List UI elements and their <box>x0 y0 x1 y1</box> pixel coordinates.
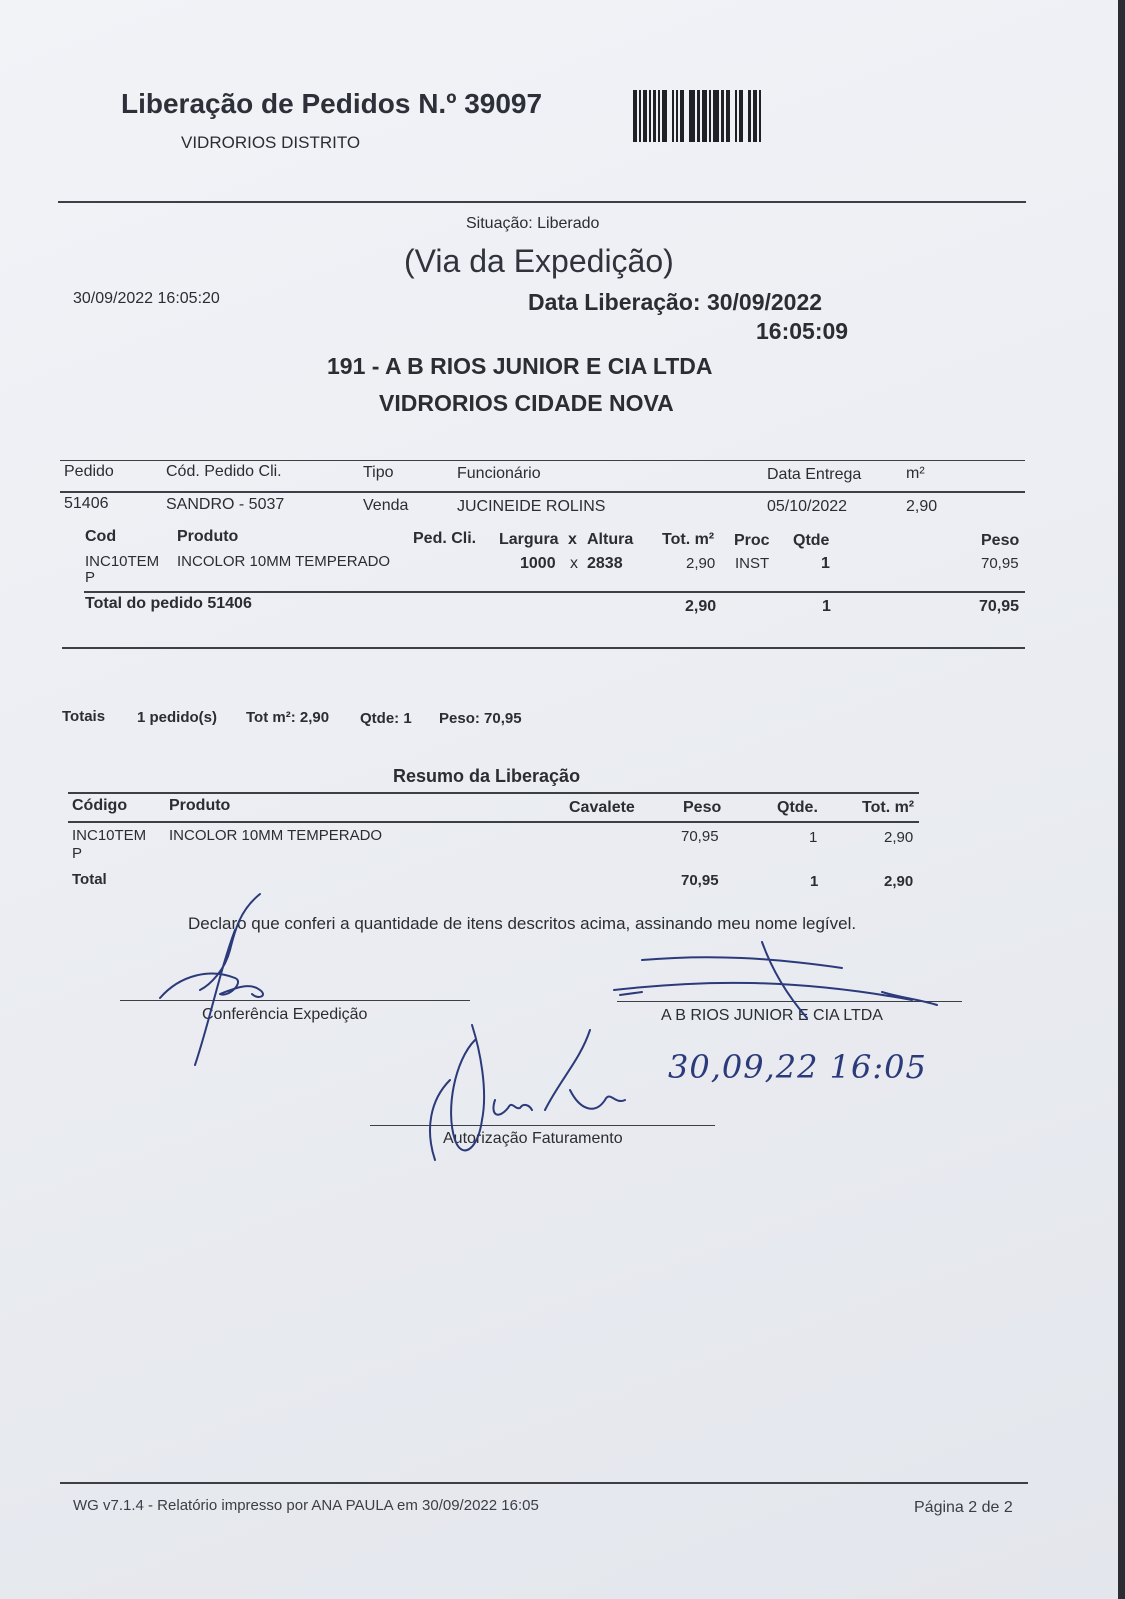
resumo-tot-m2: 2,90 <box>884 829 914 846</box>
resumo-header-cavalete: Cavalete <box>569 799 635 816</box>
table-top-rule <box>60 460 1025 461</box>
cell-m2: 2,90 <box>906 498 938 515</box>
autorizacao-label: Autorização Faturamento <box>443 1130 623 1147</box>
item-x: x <box>570 555 578 572</box>
barcode <box>633 90 803 142</box>
item-peso: 70,95 <box>981 555 1019 572</box>
col-header-m2: m² <box>906 465 925 482</box>
printed-timestamp: 30/09/2022 16:05:20 <box>73 290 220 307</box>
cliente-name: 191 - A B RIOS JUNIOR E CIA LTDA <box>327 353 713 379</box>
total-pedido-qtde: 1 <box>822 598 831 615</box>
company-name: VIDRORIOS DISTRITO <box>181 133 361 152</box>
footer-pagina: Página 2 de 2 <box>914 1499 1013 1516</box>
declaracao-text: Declaro que conferi a quantidade de itens descritos acima, assinando meu nome legível. <box>188 914 857 933</box>
cell-pedido: 51406 <box>64 495 109 512</box>
resumo-header-peso: Peso <box>683 799 722 816</box>
resumo-total-qtde: 1 <box>810 873 819 890</box>
situacao-label: Situação: Liberado <box>466 215 600 232</box>
item-header-proc: Proc <box>734 532 770 549</box>
cell-cod-pedido-cli: SANDRO - 5037 <box>166 496 285 513</box>
totais-qtde: Qtde: 1 <box>360 710 412 727</box>
resumo-header-produto: Produto <box>169 797 231 814</box>
item-header-ped-cli: Ped. Cli. <box>413 530 477 547</box>
item-header-x: x <box>568 531 577 548</box>
resumo-qtde: 1 <box>809 829 818 846</box>
resumo-produto: INCOLOR 10MM TEMPERADO <box>169 827 383 844</box>
item-produto: INCOLOR 10MM TEMPERADO <box>177 553 391 570</box>
item-header-produto: Produto <box>177 528 239 545</box>
resumo-header-qtde: Qtde. <box>777 799 818 816</box>
conferencia-label: Conferência Expedição <box>202 1006 368 1023</box>
item-header-tot-m2: Tot. m² <box>662 531 715 548</box>
via-label: (Via da Expedição) <box>404 243 674 279</box>
totais-peso: Peso: 70,95 <box>439 710 522 727</box>
resumo-header-tot-m2: Tot. m² <box>862 799 915 816</box>
col-header-funcionario: Funcionário <box>457 465 541 482</box>
cell-tipo: Venda <box>363 497 409 514</box>
item-tot-m2: 2,90 <box>686 555 716 572</box>
item-header-qtde: Qtde <box>793 532 830 549</box>
col-header-pedido: Pedido <box>64 463 114 480</box>
item-qtde: 1 <box>821 555 830 572</box>
signature-cliente <box>612 940 952 1025</box>
resumo-title: Resumo da Liberação <box>393 766 581 786</box>
resumo-total-tot-m2: 2,90 <box>884 873 914 890</box>
item-total-rule <box>84 591 1025 593</box>
hora-liberacao: 16:05:09 <box>756 318 849 344</box>
cell-funcionario: JUCINEIDE ROLINS <box>457 498 606 515</box>
item-header-largura: Largura <box>499 531 559 548</box>
col-header-data-entrega: Data Entrega <box>767 466 862 483</box>
resumo-codigo-line2: P <box>72 845 83 862</box>
signature-autorizacao <box>420 1020 650 1180</box>
signature-conferencia <box>140 890 300 1070</box>
totais-pedidos: 1 pedido(s) <box>137 709 218 726</box>
col-header-tipo: Tipo <box>363 464 394 481</box>
cliente-signature-label: A B RIOS JUNIOR E CIA LTDA <box>661 1007 883 1024</box>
item-header-cod: Cod <box>85 528 117 545</box>
resumo-header-rule <box>68 821 919 823</box>
table-bottom-rule <box>62 647 1025 649</box>
total-pedido-peso: 70,95 <box>979 598 1020 615</box>
item-proc: INST <box>735 555 770 572</box>
item-largura: 1000 <box>520 555 556 572</box>
footer-report: WG v7.1.4 - Relatório impresso por ANA PAULA em 30/09/2022 16:05 <box>73 1497 539 1514</box>
totais-label: Totais <box>62 708 106 725</box>
header-divider <box>58 201 1026 203</box>
col-header-cod-pedido-cli: Cód. Pedido Cli. <box>166 463 282 480</box>
item-header-altura: Altura <box>587 531 634 548</box>
handwritten-date: 30,09,22 16:05 <box>668 1048 927 1086</box>
resumo-total-peso: 70,95 <box>681 872 719 889</box>
table-header-rule <box>60 491 1025 493</box>
item-header-peso: Peso <box>981 532 1020 549</box>
total-pedido-label: Total do pedido 51406 <box>85 595 252 612</box>
data-liberacao: Data Liberação: 30/09/2022 <box>528 289 823 315</box>
resumo-top-rule <box>68 792 919 794</box>
item-cod-line1: INC10TEM <box>85 553 160 570</box>
totais-tot-m2: Tot m²: 2,90 <box>246 709 330 726</box>
document-title: Liberação de Pedidos N.º 39097 <box>121 88 543 119</box>
total-pedido-tot-m2: 2,90 <box>685 598 717 615</box>
cliente-loja: VIDRORIOS CIDADE NOVA <box>379 390 674 416</box>
item-altura: 2838 <box>587 555 623 572</box>
footer-divider <box>60 1482 1028 1484</box>
item-cod-line2: P <box>85 569 96 586</box>
resumo-header-codigo: Código <box>72 797 128 814</box>
resumo-codigo-line1: INC10TEM <box>72 827 147 844</box>
cell-data-entrega: 05/10/2022 <box>767 498 848 515</box>
resumo-total-label: Total <box>72 871 107 888</box>
resumo-peso: 70,95 <box>681 828 719 845</box>
